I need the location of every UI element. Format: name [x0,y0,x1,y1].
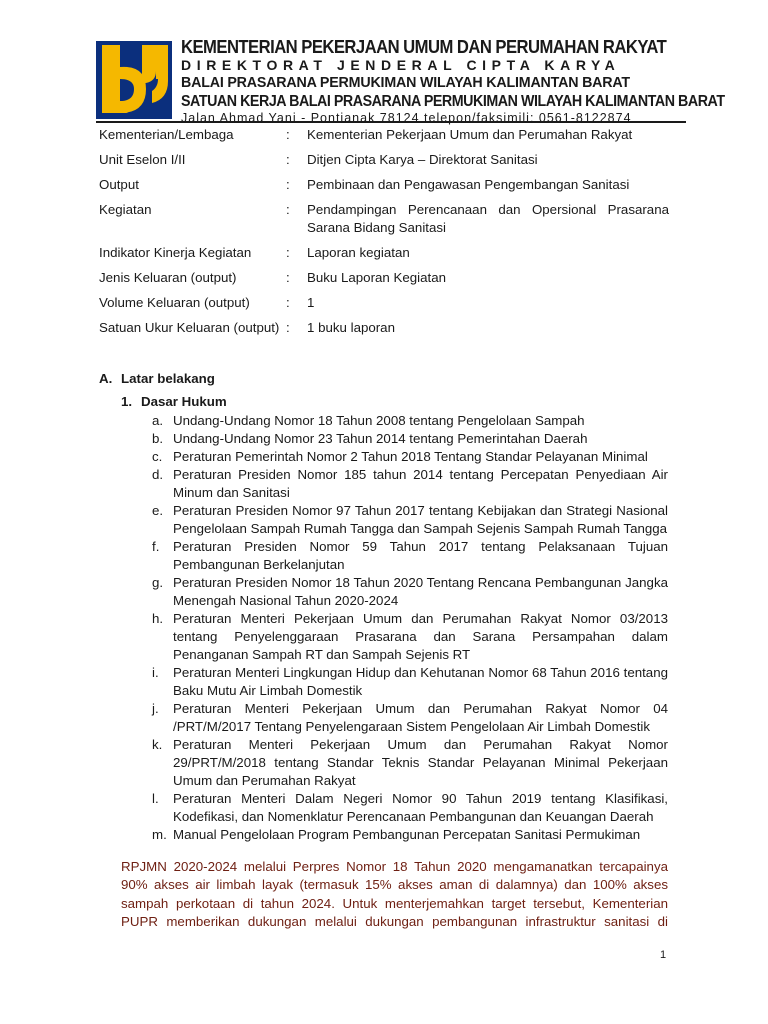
list-item [152,826,668,844]
list-item [152,412,668,430]
metadata-sep: : [286,270,290,285]
metadata-key: Indikator Kinerja Kegiatan [99,245,252,260]
metadata-sep: : [286,202,290,217]
office-name: BALAI PRASARANA PERMUKIMAN WILAYAH KALIMANTAN BARAT [181,74,630,91]
list-marker: b. [152,431,164,446]
metadata-sep: : [286,295,290,310]
list-item [152,790,668,826]
metadata-row [99,294,669,312]
pupr-logo [96,41,172,119]
list-text: Peraturan Presiden Nomor 185 tahun 2014 tentang Percepatan Penyediaan Air Minum dan Sanitasi [173,467,668,500]
list-marker: e. [152,503,164,518]
list-marker: j. [152,701,159,716]
list-text: Peraturan Pemerintah Nomor 2 Tahun 2018 Tentang Standar Pelayanan Minimal [173,449,648,464]
work-unit-name: SATUAN KERJA BALAI PRASARANA PERMUKIMAN WILAYAH KALIMANTAN BARAT [181,93,725,110]
header-divider [96,121,686,123]
metadata-row [99,126,669,144]
legal-basis-list [152,412,668,844]
metadata-row [99,269,669,287]
list-marker: g. [152,575,164,590]
list-marker: d. [152,467,164,482]
list-marker: f. [152,539,160,554]
metadata-row [99,244,669,262]
list-text: Peraturan Menteri Dalam Negeri Nomor 90 Tahun 2019 tentang Klasifikasi, Kodefikasi, dan Nomenklatur Perencanaan Pembangunan dan Keuangan Daerah [173,791,668,824]
metadata-key: Satuan Ukur Keluaran (output) [99,320,280,335]
list-text: Peraturan Menteri Lingkungan Hidup dan Kehutanan Nomor 68 Tahun 2016 tentang Baku Mutu Air Limbah Domestik [173,665,668,698]
metadata-key: Volume Keluaran (output) [99,295,250,310]
metadata-sep: : [286,152,290,167]
metadata-row [99,176,669,194]
list-text: Peraturan Menteri Pekerjaan Umum dan Perumahan Rakyat Nomor 03/2013 tentang Penyelenggaraan Prasarana dan Sarana Persampahan dalam Penanganan Sampah RT dan Sampah Sejenis RT [173,611,668,662]
list-text: Peraturan Menteri Pekerjaan Umum dan Perumahan Rakyat Nomor 04 /PRT/M/2017 Tentang Penyelengaraan Sistem Pengelolaan Air Limbah Domestik [173,701,668,734]
metadata-value: Ditjen Cipta Karya – Direktorat Sanitasi [307,152,538,167]
list-text: Undang-Undang Nomor 18 Tahun 2008 tentang Pengelolaan Sampah [173,413,585,428]
list-text: Undang-Undang Nomor 23 Tahun 2014 tentang Pemerintahan Daerah [173,431,588,446]
pupr-logo-icon [96,41,172,119]
list-item [152,466,668,502]
list-text: Manual Pengelolaan Program Pembangunan Percepatan Sanitasi Permukiman [173,827,641,842]
metadata-key: Kegiatan [99,202,152,217]
list-text: Peraturan Presiden Nomor 97 Tahun 2017 tentang Kebijakan dan Strategi Nasional Pengelolaan Sampah Rumah Tangga dan Sampah Sejenis Sampah Rumah Tangga [173,503,668,536]
metadata-key: Output [99,177,139,192]
list-marker: l. [152,791,159,806]
list-text: Peraturan Menteri Pekerjaan Umum dan Perumahan Rakyat Nomor 29/PRT/M/2018 tentang Standar Teknis Standar Pelayanan Minimal Pekerjaan Umum dan Perumahan Rakyat [173,737,668,788]
metadata-row [99,319,669,337]
list-marker: i. [152,665,159,680]
metadata-table [99,126,669,344]
metadata-value: Pembinaan dan Pengawasan Pengembangan Sanitasi [307,177,630,192]
metadata-key: Kementerian/Lembaga [99,127,234,142]
list-marker: a. [152,413,164,428]
list-marker: m. [152,827,167,842]
ministry-name: KEMENTERIAN PEKERJAAN UMUM DAN PERUMAHAN RAKYAT [181,36,667,57]
metadata-key: Jenis Keluaran (output) [99,270,237,285]
list-item [152,610,668,664]
metadata-value: 1 [307,295,315,310]
list-item [152,538,668,574]
page-number: 1 [660,949,667,961]
metadata-sep: : [286,320,290,335]
metadata-sep: : [286,127,290,142]
list-marker: k. [152,737,163,752]
directorate-name: DIREKTORAT JENDERAL CIPTA KARYA [181,57,621,73]
list-marker: h. [152,611,164,626]
list-item [152,430,668,448]
section-a-heading: A. Latar belakang [99,371,215,386]
list-text: Peraturan Presiden Nomor 18 Tahun 2020 Tentang Rencana Pembangunan Jangka Menengah Nasional Tahun 2020-2024 [173,575,668,608]
metadata-sep: : [286,245,290,260]
background-paragraph: RPJMN 2020-2024 melalui Perpres Nomor 18 Tahun 2020 mengamanatkan tercapainya 90% akses air limbah layak (termasuk 15% akses aman di dalamnya) dan 100% akses sampah perkotaan di tahun 2024. Untuk menterjemahkan target tersebut, Kementerian PUPR memberikan dukungan melalui dukungan pembangunan infrastruktur sanitasi di [121,859,668,929]
letterhead [181,36,725,125]
list-item [152,664,668,700]
list-item [152,502,668,538]
metadata-row [99,151,669,169]
list-text: Peraturan Presiden Nomor 59 Tahun 2017 tentang Pelaksanaan Tujuan Pembangunan Berkelanjutan [173,539,668,572]
metadata-value: 1 buku laporan [307,320,395,335]
list-marker: c. [152,449,163,464]
metadata-row [99,201,669,237]
address-line: Jalan Ahmad Yani - Pontianak 78124 telepon/faksimili: 0561-8122874 [181,111,632,125]
metadata-value: Kementerian Pekerjaan Umum dan Perumahan Rakyat [307,127,633,142]
list-item [152,574,668,610]
metadata-sep: : [286,177,290,192]
metadata-key: Unit Eselon I/II [99,152,186,167]
metadata-value: Laporan kegiatan [307,245,410,260]
list-item [152,700,668,736]
list-item [152,736,668,790]
metadata-value: Pendampingan Perencanaan dan Opersional Prasarana Sarana Bidang Sanitasi [307,202,669,235]
list-item [152,448,668,466]
metadata-value: Buku Laporan Kegiatan [307,270,446,285]
section-1-heading: 1. Dasar Hukum [121,394,227,409]
